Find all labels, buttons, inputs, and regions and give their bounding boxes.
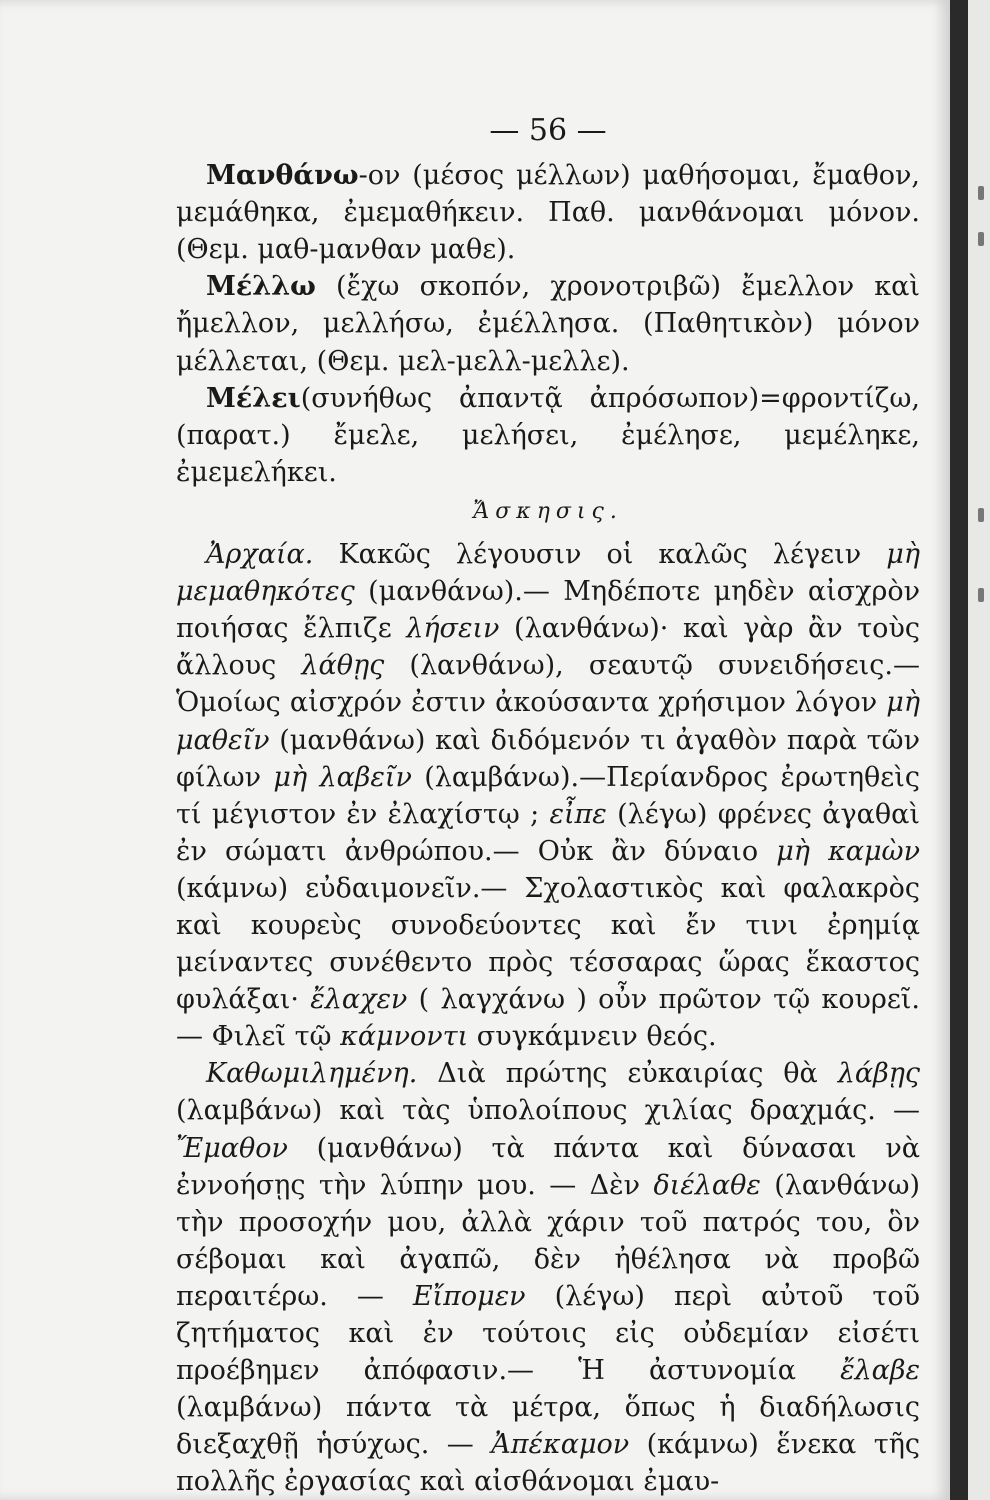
text-segment: (κάμνω) ἕνεκα τῆς πολλῆς ἐργασίας καὶ αἰσθάνομαι ἐμαυ- [176, 1429, 921, 1498]
lemma-melei: Μέλει [206, 382, 301, 414]
paragraph-kathomilimeni [176, 1055, 920, 1500]
text-segment: (λέγω) περὶ αὐτοῦ τοῦ ζητήματος καὶ ἐν τούτοις εἰς οὐδεμίαν εἰσέτι προέβημεν ἀπόφασιν.— Ἡ ἀστυνομία [176, 1280, 920, 1387]
text-segment: (λέγω) φρένες ἀγαθαὶ ἐν σώματι ἀνθρώπου.— Οὐκ ἂν δύναιο [176, 798, 920, 867]
italic-segment: μὴ λαβεῖν [273, 761, 412, 793]
page-content [176, 112, 920, 1500]
text-segment: (μανθάνω) καὶ διδόμενόν τι ἀγαθὸν παρὰ τῶν φίλων [176, 724, 920, 793]
italic-segment: λάβῃς [837, 1058, 920, 1090]
scan-edge-mark [978, 232, 984, 246]
paragraph-kathomilimeni-lead: Καθωμιλημένη. [206, 1058, 418, 1090]
text-segment: (λαμβάνω) καὶ τὰς ὑπολοίπους χιλίας δραχμάς. — [176, 1095, 920, 1127]
text-segment: (λανθάνω)· καὶ γὰρ ἂν τοὺς ἄλλους [176, 613, 920, 682]
italic-segment: λάθῃς [301, 650, 385, 682]
italic-segment: εἶπε [549, 798, 607, 830]
text-segment: (μανθάνω) τὰ πάντα καὶ δύνασαι νὰ ἐννοήσῃς τὴν λύπην μου. — Δὲν [176, 1132, 920, 1201]
scan-edge-mark [978, 588, 984, 602]
text-segment: συγκάμνειν θεός. [468, 1021, 717, 1053]
page-number: — 56 — [489, 113, 607, 148]
text-segment: (λαμβάνω).—Περίανδρος ἐρωτηθεὶς τί μέγιστον ἐν ἐλαχίστῳ ; [176, 761, 920, 830]
italic-segment: Εἴπομεν [412, 1280, 526, 1312]
text-segment: ( λαγχάνω ) οὖν πρῶτον τῷ κουρεῖ. — Φιλεῖ τῷ [176, 984, 920, 1053]
paragraph-archaia-lead: Ἀρχαία. [206, 539, 314, 571]
italic-segment: μὴ καμὼν [776, 835, 920, 867]
italic-segment: Ἀπέκαμον [491, 1429, 630, 1461]
lemma-manthano: Μανθάνω [206, 160, 359, 192]
paragraph-archaia [176, 536, 920, 1055]
italic-segment: Ἔμαθον [176, 1132, 288, 1164]
entry-melei [176, 380, 920, 491]
italic-segment: λήσειν [406, 613, 500, 645]
text-segment: (λανθάνω), σεαυτῷ συνειδήσεις.— Ὁμοίως αἰσχρόν ἐστιν ἀκούσαντα χρήσιμον λόγον [176, 650, 920, 719]
entry-mello [176, 268, 920, 379]
scan-edge-mark [978, 508, 984, 522]
italic-segment: κάμνοντι [340, 1021, 469, 1053]
text-segment: (κάμνω) εὐδαιμονεῖν.— Σχολαστικὸς καὶ φαλακρὸς καὶ κουρεὺς συνοδεύοντες καὶ ἔν τινι ἐρημίᾳ μείναντες συνέθεντο πρὸς τέσσαρας ὥρας ἕκαστος φυλάξαι· [176, 872, 920, 1016]
scan-edge-mark [978, 186, 984, 200]
text-segment: (λαμβάνω) πάντα τὰ μέτρα, ὅπως ἡ διαδήλωσις διεξαχθῇ ἡσύχως. — [176, 1392, 920, 1461]
lemma-mello: Μέλλω [206, 271, 316, 303]
italic-segment: μὴ μεμαθηκότες [176, 539, 920, 608]
entry-manthano [176, 157, 920, 268]
italic-segment: διέλαθε [653, 1169, 761, 1201]
italic-segment: ἔλαχεν [310, 984, 408, 1016]
italic-segment: μὴ μαθεῖν [176, 687, 920, 756]
text-segment: (λανθάνω) τὴν προσοχήν μου, ἀλλὰ χάριν τοῦ πατρός του, ὃν σέβομαι καὶ ἀγαπῶ, δὲν ἠθέλησα νὰ προβῶ περαιτέρω. — [176, 1169, 920, 1312]
text-segment: Κακῶς λέγουσιν οἱ καλῶς λέγειν [313, 539, 887, 571]
italic-segment: ἔλαβε [840, 1355, 920, 1387]
section-title: Ἄσκησις. [473, 498, 623, 524]
text-segment: (μανθάνω).— Μηδέποτε μηδὲν αἰσχρὸν ποιήσας ἔλπιζε [176, 576, 920, 645]
entry-manthano-text: -ον (μέσος μέλλων) μαθήσομαι, ἔμαθον, μεμάθηκα, ἐμεμαθήκειν. Παθ. μανθάνομαι μόνον. (Θεμ. μαθ-μανθαν μαθε). [176, 160, 920, 266]
scan-right-margin [950, 0, 990, 1500]
entry-mello-text: (ἔχω σκοπόν, χρονοτριβῶ) ἔμελλον καὶ ἤμελλον, μελλήσω, ἐμέλλησα. (Παθητικὸν) μόνον μέλλεται, (Θεμ. μελ-μελλ-μελλε). [176, 271, 920, 377]
text-segment: Διὰ πρώτης εὐκαιρίας θὰ [417, 1058, 838, 1090]
entry-melei-text: (συνήθως ἀπαντᾷ ἀπρόσωπον)=φροντίζω,(παρατ.) ἔμελε, μελήσει, ἐμέλησε, μεμέληκε, ἐμεμελήκει. [176, 382, 920, 488]
